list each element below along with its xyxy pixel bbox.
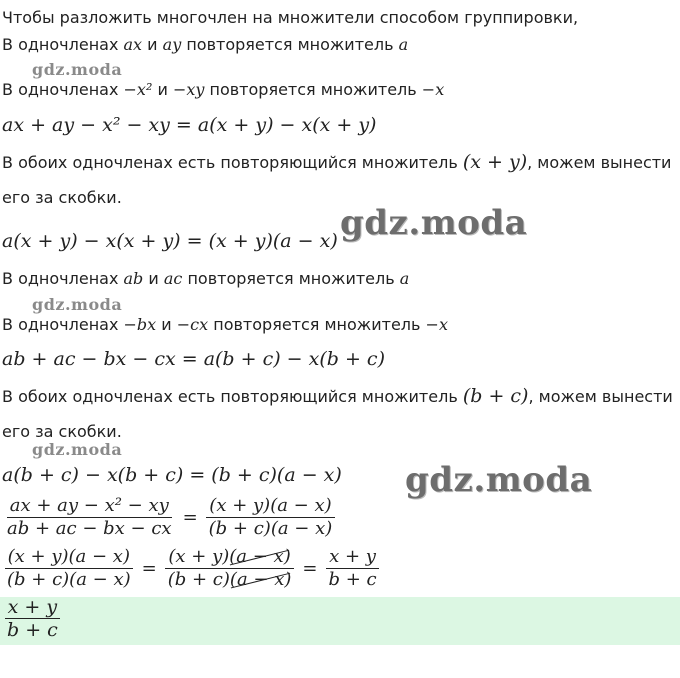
math-term: ab	[123, 269, 144, 288]
math-term: (x + y)	[462, 151, 528, 173]
text: и	[143, 269, 164, 288]
text: В одночленах	[2, 269, 124, 288]
math-term: −bx	[123, 315, 157, 334]
math-term: (b + c)	[462, 385, 529, 407]
math-term: ax	[123, 35, 143, 54]
text: и	[152, 80, 173, 99]
fraction	[4, 546, 134, 591]
common-factor-line-2	[2, 80, 444, 100]
numerator: ax + ay − x² − xy	[7, 495, 172, 518]
factor: (b + c)	[167, 569, 230, 590]
numerator	[165, 546, 293, 569]
fraction-equation-2	[2, 546, 382, 591]
text: повторяется множитель	[208, 315, 426, 334]
math-term: −xy	[172, 80, 205, 99]
intro-text: Чтобы разложить многочлен на множители способом группировки,	[2, 8, 579, 27]
factor: (x + y)	[168, 546, 230, 567]
formula-grouping-2: ab + ac − bx − cx = a(b + c) − x(b + c)	[2, 348, 385, 370]
text: , можем вынести	[528, 387, 673, 406]
watermark: gdz.moda	[32, 60, 123, 79]
take-out-text-1: его за скобки.	[2, 188, 122, 207]
math-term: a	[398, 35, 409, 54]
common-bracket-line-2	[2, 386, 673, 407]
fraction	[325, 546, 379, 591]
math-term: −x	[425, 315, 448, 334]
denominator: b + c	[7, 619, 58, 641]
common-factor-line-3	[2, 269, 409, 289]
text: повторяется множитель	[182, 269, 400, 288]
common-factor-line-1	[2, 35, 408, 55]
fraction-cancelled	[165, 546, 295, 591]
watermark: gdz.moda	[32, 440, 123, 459]
text: и	[156, 315, 177, 334]
fraction-equation-1	[2, 495, 337, 540]
formula-factored-2: a(b + c) − x(b + c) = (b + c)(a − x)	[2, 464, 342, 486]
take-out-text-2: его за скобки.	[2, 422, 122, 441]
denominator: (b + c)(a − x)	[208, 518, 333, 539]
common-factor-line-4	[2, 315, 448, 335]
math-term: ac	[163, 269, 183, 288]
math-term: −cx	[176, 315, 209, 334]
math-term: ay	[162, 35, 182, 54]
denominator	[165, 569, 295, 591]
text: повторяется множитель	[204, 80, 422, 99]
text: В одночленах	[2, 35, 124, 54]
text: В обоих одночленах есть повторяющийся множитель	[2, 153, 463, 172]
common-bracket-line-1	[2, 152, 671, 173]
denominator: (b + c)(a − x)	[7, 569, 131, 590]
text: В одночленах	[2, 80, 124, 99]
math-term: a	[399, 269, 410, 288]
numerator: (x + y)(a − x)	[206, 495, 334, 518]
denominator: b + c	[328, 569, 377, 590]
formula-grouping-1: ax + ay − x² − xy = a(x + y) − x(x + y)	[2, 114, 377, 136]
text: повторяется множитель	[181, 35, 399, 54]
text: В обоих одночленах есть повторяющийся множитель	[2, 387, 463, 406]
cancelled-factor: (a − x)	[229, 546, 291, 567]
answer-box	[0, 597, 680, 645]
denominator: ab + ac − bx − cx	[7, 518, 172, 539]
equals-sign: =	[141, 558, 157, 579]
text: и	[142, 35, 163, 54]
watermark: gdz.moda	[405, 460, 593, 500]
watermark: gdz.moda	[32, 295, 123, 314]
math-term: −x²	[123, 80, 153, 99]
equals-sign: =	[302, 558, 318, 579]
numerator: x + y	[5, 596, 60, 619]
equals-sign: =	[182, 507, 198, 528]
fraction	[206, 495, 336, 540]
watermark: gdz.moda	[340, 203, 528, 243]
formula-factored-1: a(x + y) − x(x + y) = (x + y)(a − x)	[2, 230, 338, 252]
math-term: −x	[421, 80, 445, 99]
text: , можем вынести	[527, 153, 672, 172]
cancelled-factor: (a − x)	[229, 569, 292, 590]
answer-fraction	[4, 596, 61, 641]
numerator: (x + y)(a − x)	[5, 546, 133, 569]
numerator: x + y	[326, 546, 379, 569]
text: В одночленах	[2, 315, 124, 334]
fraction	[4, 495, 175, 540]
